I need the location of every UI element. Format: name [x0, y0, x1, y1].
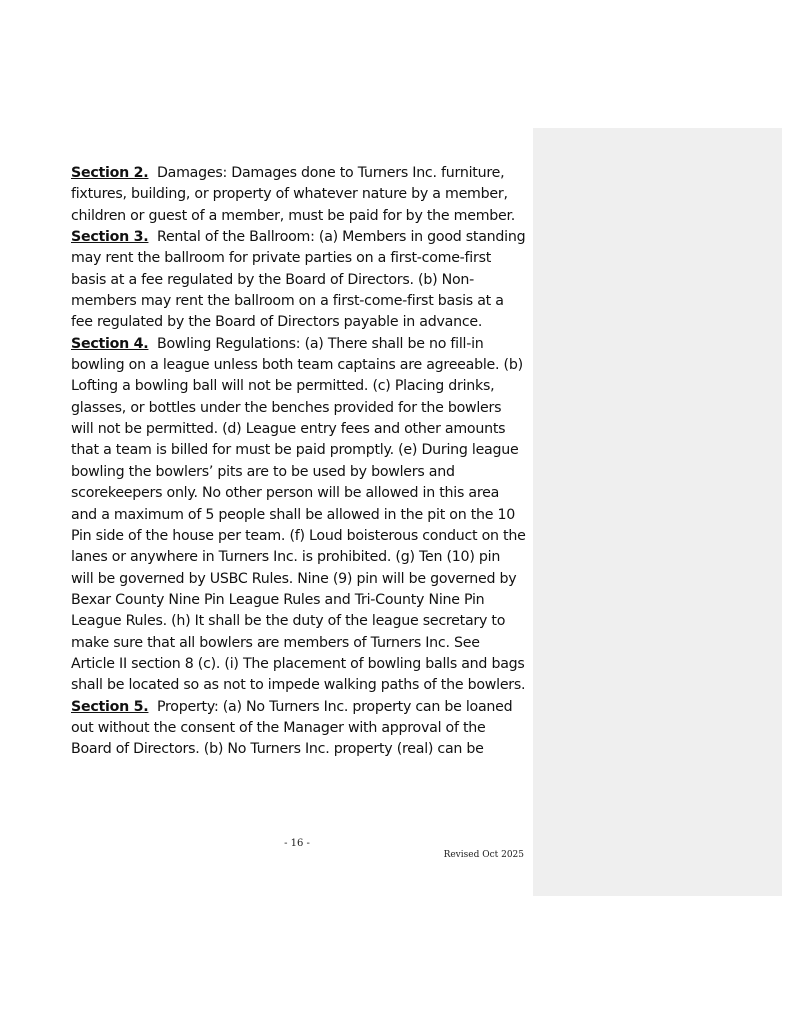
section-3	[71, 227, 526, 334]
section-5	[71, 697, 526, 761]
section-text: Property: (a) No Turners Inc. property can be loaned out without the consent of the Manager with approval of the Board of Directors. (b) No Turners Inc. property (real) can be	[71, 698, 513, 758]
section-text: Bowling Regulations: (a) There shall be no fill-in bowling on a league unless both team captains are agreeable. (b) Lofting a bowling ball will not be permitted. (c) Placing drinks, glasses, or bottles under the benches provided for the bowlers will not be permitted. (d) League entry fees and other amounts that a team is billed for must be paid promptly. (e) During league bowling the bowlers’ pits are to be used by bowlers and scorekeepers only. No other person will be allowed in this area and a maximum of 5 people shall be allowed in the pit on the 10 Pin side of the house per team. (f) Loud boisterous conduct on the lanes or anywhere in Turners Inc. is prohibited. (g) Ten (10) pin will be governed by USBC Rules. Nine (9) pin will be governed by Bexar County Nine Pin League Rules and Tri-County Nine Pin League Rules. (h) It shall be the duty of the league secretary to make sure that all bowlers are members of Turners Inc. See Article II section 8 (c). (i) The placement of bowling balls and bags shall be located so as not to impede walking paths of the bowlers.	[71, 335, 526, 694]
page-number: - 16 -	[284, 838, 310, 849]
section-4	[71, 334, 526, 697]
revision-note: Revised Oct 2025	[443, 850, 524, 860]
section-text: Rental of the Ballroom: (a) Members in good standing may rent the ballroom for private parties on a first-come-first basis at a fee regulated by the Board of Directors. (b) Non-members may rent the ballroom on a first-come-first basis at a fee regulated by the Board of Directors payable in advance.	[71, 229, 526, 331]
section-2	[71, 163, 526, 227]
section-heading: Section 3.	[71, 229, 149, 246]
section-heading: Section 5.	[71, 698, 149, 715]
section-heading: Section 2.	[71, 165, 149, 181]
page-body	[71, 163, 526, 761]
section-text: Damages: Damages done to Turners Inc. furniture, fixtures, building, or property of whatever nature by a member, children or guest of a member, must be paid for by the member.	[71, 165, 516, 224]
comment-pane	[533, 128, 782, 896]
section-heading: Section 4.	[71, 335, 149, 352]
